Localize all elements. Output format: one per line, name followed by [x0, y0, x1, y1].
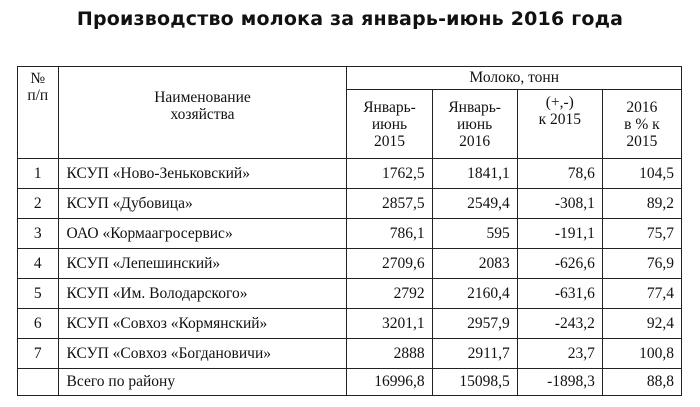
- value-2015: 2888: [347, 339, 432, 369]
- value-2015: 786,1: [347, 219, 432, 249]
- table-row: [18, 309, 682, 339]
- value-2015: 2792: [347, 279, 432, 309]
- header-name-line2: хозяйства: [170, 106, 235, 123]
- table-row: [18, 159, 682, 189]
- farm-name: КСУП «Совхоз «Богдановичи»: [58, 339, 347, 369]
- table-row: [18, 219, 682, 249]
- header-name-line1: Наименование: [154, 89, 251, 106]
- header-col-b-line2: июнь: [457, 115, 493, 133]
- header-col-a-line1: Январь-: [363, 98, 416, 116]
- row-number: 6: [18, 309, 59, 339]
- value-percent: 104,5: [602, 159, 681, 189]
- header-col-d-line3: 2015: [626, 132, 658, 150]
- value-percent: 75,7: [602, 219, 681, 249]
- value-2015: 2857,5: [347, 189, 432, 219]
- total-2015: 16996,8: [347, 369, 432, 396]
- row-number: 3: [18, 219, 59, 249]
- header-col-c-line1: (+,-): [545, 94, 574, 111]
- header-number-line1: №: [30, 70, 46, 87]
- value-diff: -631,6: [517, 279, 602, 309]
- value-diff: 23,7: [517, 339, 602, 369]
- value-2015: 2709,6: [347, 249, 432, 279]
- farm-name: ОАО «Кормаагросервис»: [58, 219, 347, 249]
- value-2016: 2911,7: [432, 339, 517, 369]
- value-diff: -191,1: [517, 219, 602, 249]
- header-col-a: [347, 90, 432, 159]
- header-col-d-line2: в % к: [624, 115, 660, 133]
- value-2015: 1762,5: [347, 159, 432, 189]
- header-number: [18, 67, 59, 159]
- value-diff: -308,1: [517, 189, 602, 219]
- value-2016: 2549,4: [432, 189, 517, 219]
- header-number-line2: п/п: [27, 87, 49, 104]
- farm-name: КСУП «Совхоз «Кормянский»: [58, 309, 347, 339]
- table-row: [18, 279, 682, 309]
- farm-name: КСУП «Ново-Зеньковский»: [58, 159, 347, 189]
- farm-name: КСУП «Лепешинский»: [58, 249, 347, 279]
- header-col-b-line1: Январь-: [448, 98, 501, 116]
- header-col-b: [432, 90, 517, 159]
- table-row: [18, 189, 682, 219]
- farm-name: КСУП «Дубовица»: [58, 189, 347, 219]
- row-number: 7: [18, 339, 59, 369]
- value-diff: 78,6: [517, 159, 602, 189]
- header-col-a-line2: июнь: [371, 115, 408, 133]
- value-2016: 2083: [432, 249, 517, 279]
- milk-production-table: [17, 66, 682, 396]
- row-number: 4: [18, 249, 59, 279]
- value-percent: 76,9: [602, 249, 681, 279]
- total-row: [18, 369, 682, 396]
- header-col-d: [602, 90, 681, 159]
- value-2016: 595: [432, 219, 517, 249]
- value-2015: 3201,1: [347, 309, 432, 339]
- page-title: Производство молока за январь-июнь 2016 года: [76, 8, 624, 30]
- value-percent: 92,4: [602, 309, 681, 339]
- header-col-a-line3: 2015: [374, 132, 405, 150]
- table-row: [18, 249, 682, 279]
- header-col-c-line2: к 2015: [538, 111, 581, 128]
- farm-name: КСУП «Им. Володарского»: [58, 279, 347, 309]
- value-diff: -243,2: [517, 309, 602, 339]
- header-col-d-line1: 2016: [626, 98, 658, 116]
- header-name: [58, 67, 347, 159]
- total-diff: -1898,3: [517, 369, 602, 396]
- value-diff: -626,6: [517, 249, 602, 279]
- table-row: [18, 339, 682, 369]
- value-2016: 2160,4: [432, 279, 517, 309]
- value-percent: 89,2: [602, 189, 681, 219]
- value-percent: 100,8: [602, 339, 681, 369]
- header-col-c: [517, 90, 602, 159]
- value-2016: 1841,1: [432, 159, 517, 189]
- header-group-milk: Молоко, тонн: [347, 67, 682, 90]
- row-number: 2: [18, 189, 59, 219]
- total-label: Всего по району: [58, 369, 347, 396]
- row-number: 5: [18, 279, 59, 309]
- value-percent: 77,4: [602, 279, 681, 309]
- value-2016: 2957,9: [432, 309, 517, 339]
- row-number: 1: [18, 159, 59, 189]
- total-2016: 15098,5: [432, 369, 517, 396]
- total-percent: 88,8: [602, 369, 681, 396]
- row-number: [18, 369, 59, 396]
- header-col-b-line3: 2016: [459, 132, 491, 150]
